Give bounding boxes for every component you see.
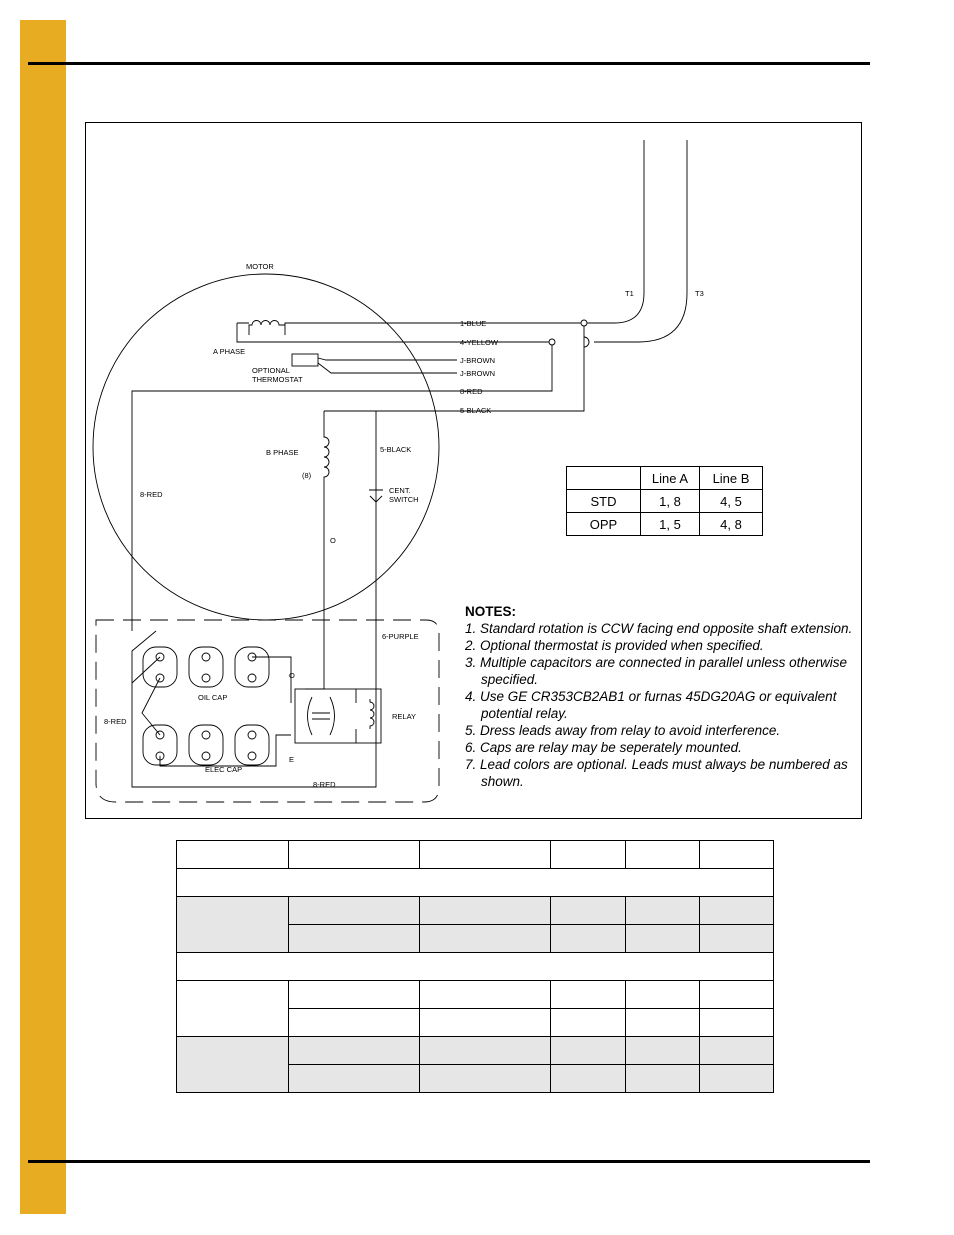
spec-row <box>177 981 774 1009</box>
spec-cell <box>551 1065 626 1093</box>
spec-cell <box>289 841 420 869</box>
spec-cell <box>626 1009 700 1037</box>
lead-8-red: 8-RED <box>460 387 483 396</box>
spec-cell <box>700 1037 774 1065</box>
rotation-row-opp <box>567 513 763 536</box>
cent-switch-label-1: CENT. <box>389 486 411 495</box>
line-a-bus <box>457 323 584 411</box>
e-label: E <box>289 755 295 764</box>
spec-cell <box>289 981 420 1009</box>
spec-header-row <box>177 841 774 869</box>
rotation-cell: STD <box>567 490 641 513</box>
b-phase-down <box>305 482 324 689</box>
spec-cell <box>551 897 626 925</box>
spec-section-row <box>177 869 774 897</box>
b-phase-num: (8) <box>302 471 312 480</box>
thermostat-box <box>292 354 318 366</box>
rotation-cell: 1, 5 <box>641 513 700 536</box>
spec-cell <box>700 1009 774 1037</box>
red-lead <box>132 391 457 631</box>
oil-caps <box>143 647 269 687</box>
spec-cell <box>700 841 774 869</box>
spec-cell <box>289 897 420 925</box>
spec-group-cell <box>177 981 289 1037</box>
elec-caps <box>143 725 269 765</box>
spec-section-row <box>177 953 774 981</box>
spec-cell <box>700 1065 774 1093</box>
spec-cell <box>551 981 626 1009</box>
note-item: 2. Optional thermostat is provided when specified. <box>465 638 764 653</box>
footer-rule <box>28 1160 870 1163</box>
t3-crossover <box>584 337 589 347</box>
spec-cell <box>420 1009 551 1037</box>
rotation-cell: OPP <box>567 513 641 536</box>
spec-cell <box>700 897 774 925</box>
rotation-cell: 4, 5 <box>700 490 763 513</box>
spec-cell <box>626 1037 700 1065</box>
motor-label: MOTOR <box>246 262 274 271</box>
t3-label: T3 <box>695 289 704 298</box>
spec-cell <box>700 981 774 1009</box>
cent-switch-label-2: SWITCH <box>389 495 419 504</box>
spec-group-cell <box>177 897 289 953</box>
rotation-table <box>566 466 763 536</box>
cent-switch <box>369 490 383 502</box>
line-b-bus <box>457 342 552 391</box>
elec-cap-label: ELEC CAP <box>205 765 243 774</box>
spec-cell <box>289 1009 420 1037</box>
thermostat-label-2: THERMOSTAT <box>252 375 303 384</box>
wiring-diagram <box>85 122 862 819</box>
spec-cell <box>551 1009 626 1037</box>
spec-cell <box>420 1065 551 1093</box>
spec-cell <box>289 925 420 953</box>
red-caps-label: 8-RED <box>104 717 127 726</box>
spec-section-cell <box>177 953 774 981</box>
spec-cell <box>551 1037 626 1065</box>
spec-cell <box>626 981 700 1009</box>
spec-cell <box>289 1065 420 1093</box>
spec-cell <box>626 897 700 925</box>
spec-cell <box>289 1037 420 1065</box>
red-left-label: 8-RED <box>140 490 163 499</box>
rotation-header-row <box>567 467 763 490</box>
spec-group-cell <box>177 1037 289 1093</box>
note-item: 4. Use GE CR353CB2AB1 or furnas 45DG20AG or equivalent potential relay. <box>465 689 837 721</box>
spec-table <box>176 840 774 1093</box>
spec-cell <box>626 925 700 953</box>
rotation-header-line-b: Line B <box>700 467 763 490</box>
a-phase-label: A PHASE <box>213 347 246 356</box>
cap-wires <box>132 657 291 766</box>
spec-cell <box>420 841 551 869</box>
o-label-2: O <box>289 671 295 680</box>
node-line-a <box>581 320 587 326</box>
b-phase-coil <box>324 434 329 482</box>
cent-switch-wire <box>132 411 376 787</box>
purple-label: 6-PURPLE <box>382 632 419 641</box>
spec-cell <box>177 841 289 869</box>
t3-line <box>594 140 687 342</box>
b-phase-label: B PHASE <box>266 448 299 457</box>
rotation-cell: 4, 8 <box>700 513 763 536</box>
spec-row <box>177 897 774 925</box>
lead-1-blue: 1-BLUE <box>460 319 487 328</box>
note-item: 1. Standard rotation is CCW facing end opposite shaft extension. <box>465 621 853 636</box>
rotation-header-cell <box>567 467 641 490</box>
oil-cap-label: OIL CAP <box>198 693 228 702</box>
a-phase-coil <box>249 321 285 336</box>
rotation-cell: 1, 8 <box>641 490 700 513</box>
rotation-row-std <box>567 490 763 513</box>
note-item: 5. Dress leads away from relay to avoid interference. <box>465 723 781 738</box>
spec-cell <box>420 981 551 1009</box>
notes-block <box>465 603 860 790</box>
lead-j-brown-2: J-BROWN <box>460 369 495 378</box>
node-line-b <box>549 339 555 345</box>
red-bottom-label: 8-RED <box>313 780 336 789</box>
a-phase-return <box>237 323 457 342</box>
rotation-header-line-a: Line A <box>641 467 700 490</box>
spec-section-cell <box>177 869 774 897</box>
note-item: 7. Lead colors are optional. Leads must always be numbered as shown. <box>465 757 848 789</box>
o-label: O <box>330 536 336 545</box>
note-item: 6. Caps are relay may be seperately mounted. <box>465 740 742 755</box>
spec-cell <box>626 1065 700 1093</box>
note-item: 3. Multiple capacitors are connected in parallel unless otherwise specified. <box>465 655 847 687</box>
spec-cell <box>551 841 626 869</box>
t1-line <box>584 140 644 323</box>
spec-cell <box>420 925 551 953</box>
lead-5-black: 5-BLACK <box>460 406 492 415</box>
notes-title: NOTES: <box>465 604 517 619</box>
spec-cell <box>626 841 700 869</box>
side-tab <box>20 20 66 1214</box>
spec-cell <box>420 1037 551 1065</box>
relay-coil <box>370 699 374 729</box>
cap-enclosure <box>96 620 439 802</box>
spec-cell <box>700 925 774 953</box>
lead-4-yellow: 4-YELLOW <box>460 338 498 347</box>
header-rule <box>28 62 870 65</box>
thermostat-label-1: OPTIONAL <box>252 366 290 375</box>
t1-label: T1 <box>625 289 634 298</box>
thermostat-wires <box>318 358 457 373</box>
lead-j-brown-1: J-BROWN <box>460 356 495 365</box>
relay-contacts <box>308 697 335 735</box>
spec-cell <box>551 925 626 953</box>
spec-row <box>177 1037 774 1065</box>
black-inner-label: 5-BLACK <box>380 445 412 454</box>
relay-label: RELAY <box>392 712 417 721</box>
spec-cell <box>420 897 551 925</box>
